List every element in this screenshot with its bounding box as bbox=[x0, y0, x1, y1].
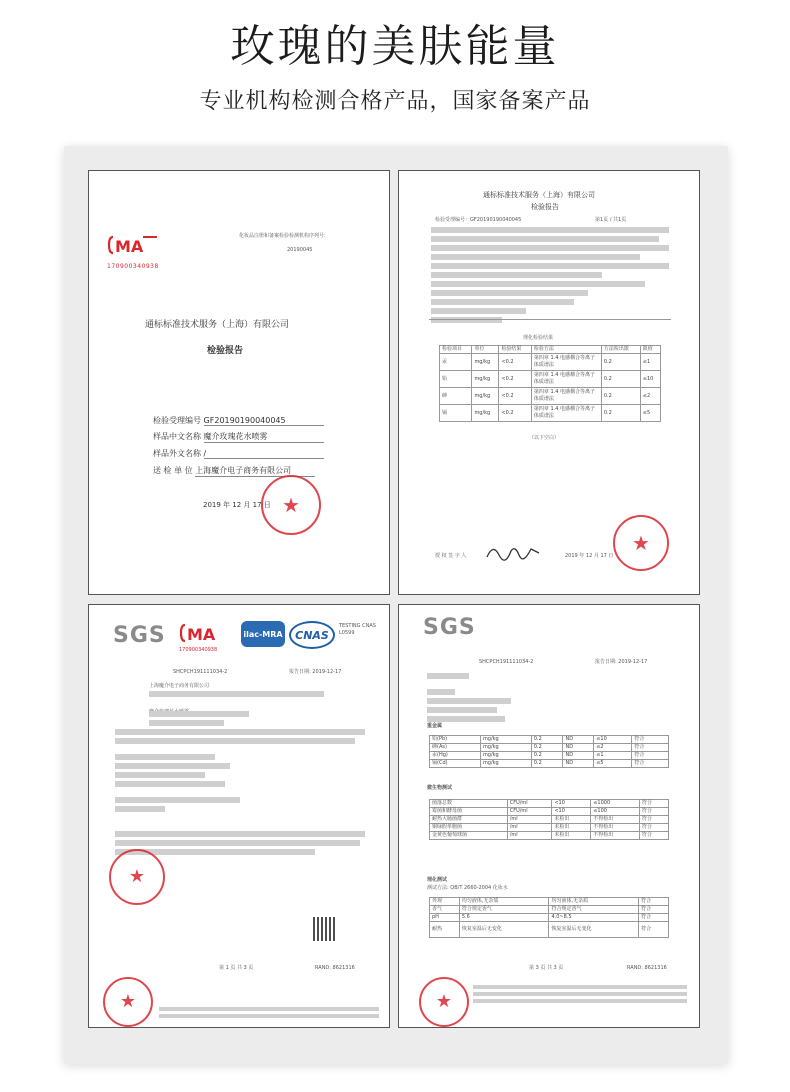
report-no: SHCPCH191111034-2 bbox=[173, 669, 228, 675]
table-cell: 均匀液体,无杂质 bbox=[459, 898, 549, 906]
page-number: 第 1 页 共 3 页 bbox=[219, 965, 254, 971]
table-cell: 符合规定香气 bbox=[549, 906, 639, 914]
table-cell: ≤1000 bbox=[591, 800, 640, 808]
page-subtitle: 专业机构检测合格产品，国家备案产品 bbox=[199, 89, 591, 114]
field-value: 魔介玫瑰花水喷雾 bbox=[204, 431, 324, 443]
svg-text:MA: MA bbox=[115, 237, 144, 256]
field-label: 检验受理编号 bbox=[153, 416, 201, 425]
certificate-doc-cover bbox=[88, 170, 390, 595]
certificate-doc-results bbox=[398, 170, 700, 595]
table-cell: <0.2 bbox=[499, 388, 531, 405]
table-cell: 0.2 bbox=[601, 371, 640, 388]
section-micro: 微生物测试 bbox=[427, 785, 453, 791]
page-number: 第 3 页 共 3 页 bbox=[529, 965, 564, 971]
table-cell: 符合 bbox=[632, 736, 669, 744]
table-cell: 耐热 bbox=[430, 922, 460, 938]
registry-code: 20190045 bbox=[287, 247, 313, 253]
table-row bbox=[430, 824, 669, 832]
table-cell: <0.2 bbox=[499, 405, 531, 422]
cma-code: 170900340938 bbox=[107, 263, 159, 270]
table-row bbox=[440, 388, 661, 405]
table-cell: 汞 bbox=[440, 354, 472, 371]
qr-code-icon bbox=[313, 917, 337, 941]
field-label: 送 检 单 位 bbox=[153, 466, 193, 475]
table-row bbox=[430, 800, 669, 808]
table-cell: ≤2 bbox=[594, 744, 632, 752]
red-seal-icon: ★ bbox=[103, 977, 153, 1027]
table-cell: 0.2 bbox=[531, 752, 563, 760]
certificate-doc-sgs-page1 bbox=[88, 604, 390, 1028]
table-cell: 0.2 bbox=[531, 760, 563, 768]
table-cell: 5.6 bbox=[459, 914, 549, 922]
table-cell: 第四章 1.4 电感耦合等离子体质谱法 bbox=[531, 405, 601, 422]
field-value: / bbox=[204, 449, 324, 459]
field-value: 上海魔介电子商务有限公司 bbox=[195, 465, 315, 477]
signature-icon bbox=[485, 541, 541, 563]
table-cell: ND bbox=[563, 736, 594, 744]
table-cell: ND bbox=[563, 752, 594, 760]
table-cell: 铅(Pb) bbox=[430, 736, 481, 744]
table-header-cell: 限值 bbox=[640, 346, 660, 354]
table-cell: ND bbox=[563, 760, 594, 768]
table-row bbox=[430, 832, 669, 840]
testing-label: TESTING CNAS L0599 bbox=[339, 623, 376, 636]
table-cell: 符合 bbox=[639, 832, 668, 840]
red-seal-icon: ★ bbox=[261, 475, 321, 535]
table-cell: 第四章 1.4 电感耦合等离子体质谱法 bbox=[531, 371, 601, 388]
divider bbox=[429, 319, 671, 320]
table-cell: 0.2 bbox=[601, 388, 640, 405]
table-cell: 0.2 bbox=[531, 736, 563, 744]
table-row bbox=[440, 371, 661, 388]
report-info-block bbox=[115, 691, 365, 815]
test-standard: 测试方法: QB/T 2660-2004 化妆水 bbox=[427, 885, 508, 891]
report-date: 报告日期: 2019-12-17 bbox=[595, 659, 648, 665]
table-cell: 汞(Hg) bbox=[430, 752, 481, 760]
table-cell: /ml bbox=[507, 816, 552, 824]
table-row bbox=[430, 736, 669, 744]
company-name: 通标标准技术服务（上海）有限公司 bbox=[145, 320, 290, 330]
table-cell: 砷 bbox=[440, 388, 472, 405]
field-value: GF20190190040045 bbox=[204, 416, 324, 426]
blank-note: （以下空白） bbox=[529, 435, 560, 441]
table-cell: 铅 bbox=[440, 371, 472, 388]
table-cell: 未检出 bbox=[552, 824, 591, 832]
table-cell: 香气 bbox=[430, 906, 460, 914]
registry-note: 化妆品注册和备案检验检测机构序列号: bbox=[239, 233, 326, 239]
table-cell: 符合 bbox=[639, 914, 669, 922]
table-cell: mg/kg bbox=[472, 405, 499, 422]
section-title: 理化检验结果 bbox=[523, 335, 554, 341]
table-cell: 菌落总数 bbox=[430, 800, 508, 808]
table-cell: 符合 bbox=[639, 808, 668, 816]
table-cell: 均匀液体,无杂质 bbox=[549, 898, 639, 906]
table-row bbox=[440, 405, 661, 422]
table-cell: ≤1 bbox=[594, 752, 632, 760]
table-cell: 不得检出 bbox=[591, 824, 640, 832]
table-cell: mg/kg bbox=[472, 354, 499, 371]
table-header-cell: 检验项目 bbox=[440, 346, 472, 354]
rand-code: RAND: 8621316 bbox=[315, 965, 355, 971]
table-header-cell: 检验方法 bbox=[531, 346, 601, 354]
table-cell: 铜绿假单胞菌 bbox=[430, 824, 508, 832]
cnas-logo: CNAS bbox=[289, 621, 335, 649]
page-number: 第1页 / 共1页 bbox=[595, 217, 627, 223]
section-phys: 理化测试 bbox=[427, 877, 448, 883]
table-cell: 不得检出 bbox=[591, 832, 640, 840]
field-label: 样品中文名称 bbox=[153, 432, 201, 441]
report-date: 报告日期: 2019-12-17 bbox=[289, 669, 342, 675]
notes-block bbox=[427, 673, 567, 725]
table-cell: 4.0~8.5 bbox=[549, 914, 639, 922]
table-cell: 符合 bbox=[632, 744, 669, 752]
signatory-label: 授 权 签 字 人 bbox=[435, 553, 467, 559]
table-cell: 符合 bbox=[639, 800, 668, 808]
sgs-logo: SGS bbox=[113, 623, 166, 648]
table-cell: 未检出 bbox=[552, 816, 591, 824]
table-cell: 恢复室温后无变化 bbox=[549, 922, 639, 938]
table-cell: 符合 bbox=[639, 824, 668, 832]
table-header-cell: 方法检出限 bbox=[601, 346, 640, 354]
table-cell: 镉(Cd) bbox=[430, 760, 481, 768]
footer-block bbox=[473, 985, 687, 1006]
table-cell: <0.2 bbox=[499, 354, 531, 371]
table-row bbox=[440, 354, 661, 371]
table-cell: 砷(As) bbox=[430, 744, 481, 752]
table-cell: <0.2 bbox=[499, 371, 531, 388]
footer-block bbox=[159, 1007, 379, 1021]
table-cell: 外观 bbox=[430, 898, 460, 906]
table-cell: 恢复室温后无变化 bbox=[459, 922, 549, 938]
sgs-logo: SGS bbox=[423, 615, 476, 640]
table-cell: CFU/ml bbox=[507, 800, 552, 808]
company-name: 通标标准技术服务（上海）有限公司 bbox=[483, 191, 595, 199]
table-cell: 符合规定香气 bbox=[459, 906, 549, 914]
metal-table bbox=[429, 735, 669, 768]
field-label: 样品外文名称 bbox=[153, 449, 201, 458]
field-accept-no bbox=[153, 415, 324, 426]
cma-logo bbox=[107, 233, 175, 267]
table-cell: 0.2 bbox=[601, 405, 640, 422]
table-cell: 耐热大肠菌群 bbox=[430, 816, 508, 824]
table-cell: 霉菌和酵母菌 bbox=[430, 808, 508, 816]
micro-table bbox=[429, 799, 669, 840]
svg-text:MA: MA bbox=[187, 625, 216, 644]
table-cell: CFU/ml bbox=[507, 808, 552, 816]
table-cell: pH bbox=[430, 914, 460, 922]
table-cell: mg/kg bbox=[480, 752, 531, 760]
red-seal-icon: ★ bbox=[613, 515, 669, 571]
report-title: 检验报告 bbox=[531, 203, 559, 211]
table-row bbox=[430, 906, 669, 914]
red-seal-icon: ★ bbox=[419, 977, 469, 1027]
table-row bbox=[430, 914, 669, 922]
phys-table bbox=[429, 897, 669, 938]
report-date: 2019 年 12 月 17 日 bbox=[203, 501, 271, 509]
field-sample-en bbox=[153, 448, 324, 459]
table-cell: 0.2 bbox=[531, 744, 563, 752]
table-cell: <10 bbox=[552, 800, 591, 808]
report-date: 2019 年 12 月 17 日 bbox=[565, 553, 614, 559]
results-table bbox=[439, 345, 661, 422]
field-sample-cn bbox=[153, 431, 324, 443]
table-cell: /ml bbox=[507, 824, 552, 832]
table-cell: 0.2 bbox=[601, 354, 640, 371]
table-cell: 金黄色葡萄球菌 bbox=[430, 832, 508, 840]
accept-no: 检验受理编号：GF20190190040045 bbox=[435, 217, 522, 223]
ilac-logo: ilac-MRA bbox=[241, 621, 285, 647]
report-no: SHCPCH191111034-2 bbox=[479, 659, 534, 665]
table-row bbox=[430, 922, 669, 938]
table-cell: 符合 bbox=[639, 898, 669, 906]
table-row bbox=[430, 808, 669, 816]
table-cell: ND bbox=[563, 744, 594, 752]
table-cell: ≤10 bbox=[594, 736, 632, 744]
sample-info-block bbox=[431, 227, 669, 326]
report-title: 检验报告 bbox=[207, 346, 244, 356]
table-cell: 符合 bbox=[632, 760, 669, 768]
table-cell: mg/kg bbox=[480, 760, 531, 768]
section-metal: 重金属 bbox=[427, 723, 443, 729]
table-header-cell: 单位 bbox=[472, 346, 499, 354]
table-cell: 第四章 1.4 电感耦合等离子体质谱法 bbox=[531, 388, 601, 405]
table-cell: 未检出 bbox=[552, 832, 591, 840]
red-seal-icon: ★ bbox=[109, 849, 165, 905]
table-cell: mg/kg bbox=[480, 736, 531, 744]
table-cell: <10 bbox=[552, 808, 591, 816]
table-cell: /ml bbox=[507, 832, 552, 840]
table-header-row bbox=[440, 346, 661, 354]
table-cell: 符合 bbox=[639, 906, 669, 914]
table-cell: 符合 bbox=[639, 816, 668, 824]
table-header-cell: 检验结果 bbox=[499, 346, 531, 354]
table-cell: mg/kg bbox=[472, 388, 499, 405]
page-title: 玫瑰的美肤能量 bbox=[230, 21, 560, 72]
table-row bbox=[430, 752, 669, 760]
cma-code: 170900340938 bbox=[179, 647, 218, 653]
table-row bbox=[430, 744, 669, 752]
table-cell: 符合 bbox=[632, 752, 669, 760]
table-cell: 第四章 1.4 电感耦合等离子体质谱法 bbox=[531, 354, 601, 371]
table-row bbox=[430, 760, 669, 768]
table-cell: ≤5 bbox=[640, 405, 660, 422]
client-name: 上海魔介电子商务有限公司 bbox=[149, 683, 210, 689]
table-cell: ≤1 bbox=[640, 354, 660, 371]
table-cell: 镉 bbox=[440, 405, 472, 422]
table-cell: 不得检出 bbox=[591, 816, 640, 824]
table-row bbox=[430, 898, 669, 906]
table-row bbox=[430, 816, 669, 824]
table-cell: ≤5 bbox=[594, 760, 632, 768]
table-cell: ≤100 bbox=[591, 808, 640, 816]
table-cell: mg/kg bbox=[472, 371, 499, 388]
table-cell: ≤2 bbox=[640, 388, 660, 405]
table-cell: ≤10 bbox=[640, 371, 660, 388]
table-cell: 符合 bbox=[639, 922, 669, 938]
certificate-doc-sgs-page3 bbox=[398, 604, 700, 1028]
rand-code: RAND: 8621316 bbox=[627, 965, 667, 971]
table-cell: mg/kg bbox=[480, 744, 531, 752]
